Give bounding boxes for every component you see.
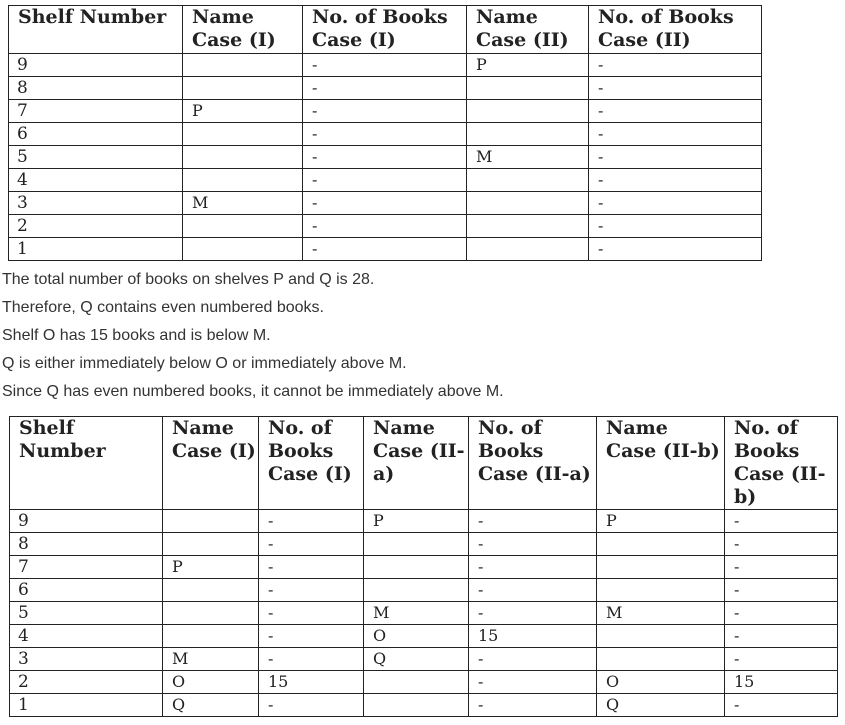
table-cell: - (469, 671, 597, 694)
table-cell: - (303, 77, 467, 100)
shelf-number-cell: 5 (9, 146, 183, 169)
table-cell (183, 215, 303, 238)
table-row (10, 510, 838, 533)
table-cell: - (303, 238, 467, 261)
table-cell: - (589, 77, 762, 100)
table-cell: - (725, 625, 838, 648)
table-cell: O (597, 671, 725, 694)
table-cell: - (589, 215, 762, 238)
table-cell: Q (597, 694, 725, 717)
table-cell: - (469, 648, 597, 671)
table-cell (364, 579, 469, 602)
table-row (9, 123, 762, 146)
table-cell: - (589, 123, 762, 146)
table-cell: - (469, 602, 597, 625)
table-cell: - (725, 556, 838, 579)
explanation-notes (2, 268, 842, 408)
table-cell: - (725, 510, 838, 533)
header-cell: No. of Books Case (II-b) (725, 417, 838, 510)
table-cell: - (259, 648, 364, 671)
table-cell: - (589, 238, 762, 261)
table-row (10, 625, 838, 648)
table-cell: M (364, 602, 469, 625)
shelf-number-cell: 2 (9, 215, 183, 238)
table-cell (467, 123, 589, 146)
table-cell: P (364, 510, 469, 533)
table-cell: - (303, 100, 467, 123)
table-cell: - (589, 192, 762, 215)
table-cell (364, 671, 469, 694)
table-cell: - (259, 533, 364, 556)
table-cell (364, 556, 469, 579)
table-cell: - (259, 579, 364, 602)
shelf-number-cell: 5 (10, 602, 163, 625)
note-line: Since Q has even numbered books, it cannot be immediately above M. (2, 383, 504, 400)
table-cell: - (469, 556, 597, 579)
shelf-number-cell: 8 (10, 533, 163, 556)
shelf-number-cell: 8 (9, 77, 183, 100)
table-cell: - (589, 169, 762, 192)
table-row (9, 192, 762, 215)
table-cell (364, 694, 469, 717)
table-cell: - (303, 215, 467, 238)
shelf-number-cell: 6 (9, 123, 183, 146)
table-cell (163, 579, 259, 602)
table-cell (183, 77, 303, 100)
table-row (10, 533, 838, 556)
header-cell: Name Case (II-a) (364, 417, 469, 510)
table-row (9, 54, 762, 77)
table-cell: - (259, 556, 364, 579)
table-cell: - (303, 146, 467, 169)
table-cell (597, 579, 725, 602)
table-cell: - (469, 694, 597, 717)
table-cell (597, 625, 725, 648)
table-cell: - (469, 579, 597, 602)
table-cell (183, 169, 303, 192)
table-row (10, 556, 838, 579)
table-cell: - (725, 648, 838, 671)
table-cell (467, 192, 589, 215)
shelf-number-cell: 1 (9, 238, 183, 261)
table-cell: P (183, 100, 303, 123)
shelf-number-cell: 3 (10, 648, 163, 671)
table-cell: M (183, 192, 303, 215)
table-row (10, 579, 838, 602)
table-cell: Q (163, 694, 259, 717)
header-cell: No. of Books Case (II-a) (469, 417, 597, 510)
shelf-number-cell: 9 (10, 510, 163, 533)
table-cell: - (259, 625, 364, 648)
table-cell (183, 146, 303, 169)
header-cell: Shelf Number (10, 417, 163, 510)
table-row (9, 100, 762, 123)
table-cell: - (303, 123, 467, 146)
table-cell (183, 54, 303, 77)
table-cell: M (467, 146, 589, 169)
shelf-number-cell: 7 (10, 556, 163, 579)
shelf-number-cell: 9 (9, 54, 183, 77)
table-cell (183, 238, 303, 261)
table-row (10, 648, 838, 671)
table-cell: P (163, 556, 259, 579)
table-cell: - (469, 533, 597, 556)
table-cell: 15 (725, 671, 838, 694)
shelf-number-cell: 6 (10, 579, 163, 602)
header-cell: Name Case (II) (467, 6, 589, 54)
table-cell: - (589, 100, 762, 123)
table-cell: - (259, 694, 364, 717)
table-cell (467, 77, 589, 100)
table-cell (467, 238, 589, 261)
table-cell (597, 648, 725, 671)
shelf-number-cell: 4 (10, 625, 163, 648)
table-cell (467, 215, 589, 238)
header-cell: No. of Books Case (II) (589, 6, 762, 54)
shelf-number-cell: 1 (10, 694, 163, 717)
table-row (9, 146, 762, 169)
table-cell: - (725, 579, 838, 602)
note-line: Therefore, Q contains even numbered books. (2, 299, 324, 316)
table-cell (163, 602, 259, 625)
table-cell (163, 625, 259, 648)
note-line: The total number of books on shelves P and Q is 28. (2, 271, 375, 288)
table-cell: - (259, 602, 364, 625)
table-row (9, 169, 762, 192)
table-cell: 15 (469, 625, 597, 648)
table-row (9, 215, 762, 238)
table-cell: O (364, 625, 469, 648)
shelf-number-cell: 3 (9, 192, 183, 215)
table-cell: P (597, 510, 725, 533)
table-cell: - (725, 602, 838, 625)
table-row (9, 77, 762, 100)
header-cell: Name Case (I) (163, 417, 259, 510)
header-cell: No. of Books Case (I) (259, 417, 364, 510)
table-cell: - (303, 192, 467, 215)
table-row (9, 238, 762, 261)
table-row (10, 671, 838, 694)
table-cell (163, 533, 259, 556)
table-cell: - (303, 169, 467, 192)
table-cell: M (163, 648, 259, 671)
note-line: Shelf O has 15 books and is below M. (2, 327, 271, 344)
table-cell: - (589, 54, 762, 77)
header-row (10, 417, 838, 510)
table-row (10, 694, 838, 717)
table-cell: - (469, 510, 597, 533)
header-row (9, 6, 762, 54)
table-cell: - (303, 54, 467, 77)
shelf-number-cell: 4 (9, 169, 183, 192)
table-cell: O (163, 671, 259, 694)
table-cell (597, 556, 725, 579)
shelf-number-cell: 7 (9, 100, 183, 123)
table-row (10, 602, 838, 625)
table-cell (597, 533, 725, 556)
header-cell: Name Case (II-b) (597, 417, 725, 510)
table-cell: - (725, 533, 838, 556)
header-cell: Name Case (I) (183, 6, 303, 54)
table-cell: P (467, 54, 589, 77)
header-cell: No. of Books Case (I) (303, 6, 467, 54)
table-cell (467, 100, 589, 123)
table-cell (163, 510, 259, 533)
table-cell (467, 169, 589, 192)
case-table-2 (9, 416, 838, 717)
table-cell (183, 123, 303, 146)
table-cell: Q (364, 648, 469, 671)
header-cell: Shelf Number (9, 6, 183, 54)
table-cell: M (597, 602, 725, 625)
shelf-number-cell: 2 (10, 671, 163, 694)
table-cell: 15 (259, 671, 364, 694)
table-cell: - (725, 694, 838, 717)
table-cell: - (589, 146, 762, 169)
note-line: Q is either immediately below O or immediately above M. (2, 355, 407, 372)
case-table-1 (8, 5, 762, 261)
table-cell: - (259, 510, 364, 533)
table-cell (364, 533, 469, 556)
